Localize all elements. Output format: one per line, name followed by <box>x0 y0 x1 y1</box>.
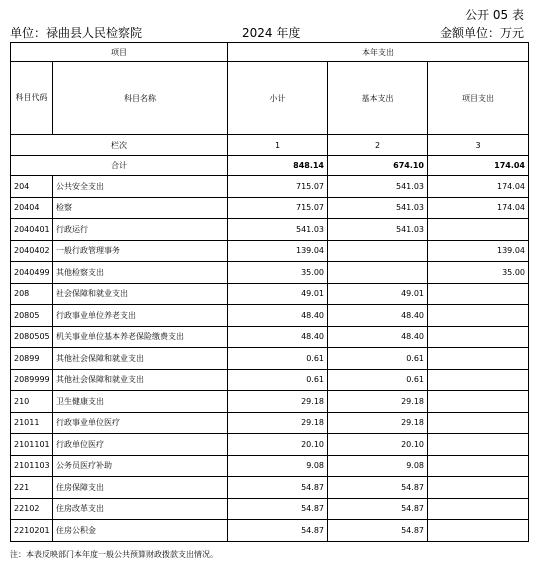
row-code: 2210201 <box>11 520 53 542</box>
row-basic: 54.87 <box>328 498 428 520</box>
row-name: 住房改革支出 <box>53 498 228 520</box>
row-project <box>428 498 529 520</box>
row-name: 检察 <box>53 197 228 219</box>
row-subtotal: 715.07 <box>228 197 328 219</box>
row-subtotal: 54.87 <box>228 477 328 499</box>
row-name: 其他社会保障和就业支出 <box>53 348 228 370</box>
row-name: 一般行政管理事务 <box>53 240 228 262</box>
index-label: 栏次 <box>11 135 228 156</box>
table-row <box>11 240 529 262</box>
table-row <box>11 391 529 413</box>
row-subtotal: 54.87 <box>228 520 328 542</box>
row-basic: 29.18 <box>328 412 428 434</box>
row-code: 22102 <box>11 498 53 520</box>
index-row <box>11 135 529 156</box>
table-row <box>11 477 529 499</box>
table-row <box>11 520 529 542</box>
col-basic-header: 基本支出 <box>328 62 428 135</box>
row-basic: 20.10 <box>328 434 428 456</box>
row-basic: 541.03 <box>328 197 428 219</box>
table-row <box>11 455 529 477</box>
row-name: 社会保障和就业支出 <box>53 283 228 305</box>
row-project <box>428 434 529 456</box>
row-project: 174.04 <box>428 197 529 219</box>
row-project: 139.04 <box>428 240 529 262</box>
row-subtotal: 48.40 <box>228 326 328 348</box>
col-subtotal-header: 小计 <box>228 62 328 135</box>
table-row <box>11 498 529 520</box>
row-basic: 0.61 <box>328 369 428 391</box>
row-project <box>428 283 529 305</box>
table-row <box>11 412 529 434</box>
unit-label: 单位：禄曲县人民检察院 <box>10 26 143 40</box>
row-code: 2040401 <box>11 219 53 241</box>
row-subtotal: 0.61 <box>228 369 328 391</box>
row-code: 208 <box>11 283 53 305</box>
row-subtotal: 715.07 <box>228 176 328 198</box>
table-row <box>11 197 529 219</box>
row-name: 住房公积金 <box>53 520 228 542</box>
row-basic: 9.08 <box>328 455 428 477</box>
row-project: 174.04 <box>428 176 529 198</box>
index-3: 3 <box>428 135 529 156</box>
row-subtotal: 139.04 <box>228 240 328 262</box>
expense-table <box>10 42 529 542</box>
row-subtotal: 9.08 <box>228 455 328 477</box>
row-code: 210 <box>11 391 53 413</box>
form-number: 公开 05 表 <box>465 8 524 22</box>
header-row-groups <box>11 43 529 62</box>
table-row <box>11 434 529 456</box>
row-subtotal: 35.00 <box>228 262 328 284</box>
row-code: 221 <box>11 477 53 499</box>
row-project <box>428 219 529 241</box>
row-subtotal: 48.40 <box>228 305 328 327</box>
total-subtotal: 848.14 <box>228 156 328 176</box>
row-code: 20899 <box>11 348 53 370</box>
row-basic: 29.18 <box>328 391 428 413</box>
row-basic: 49.01 <box>328 283 428 305</box>
total-project: 174.04 <box>428 156 529 176</box>
row-code: 2101101 <box>11 434 53 456</box>
row-name: 公务员医疗补助 <box>53 455 228 477</box>
row-project <box>428 391 529 413</box>
row-subtotal: 49.01 <box>228 283 328 305</box>
table-row <box>11 176 529 198</box>
row-project: 35.00 <box>428 262 529 284</box>
row-name: 行政运行 <box>53 219 228 241</box>
row-project <box>428 348 529 370</box>
row-name: 行政事业单位养老支出 <box>53 305 228 327</box>
row-name: 其他社会保障和就业支出 <box>53 369 228 391</box>
group-expense-header: 本年支出 <box>228 43 529 62</box>
row-code: 21011 <box>11 412 53 434</box>
col-name-header: 科目名称 <box>53 62 228 135</box>
row-project <box>428 305 529 327</box>
row-name: 行政事业单位医疗 <box>53 412 228 434</box>
row-name: 其他检察支出 <box>53 262 228 284</box>
row-project <box>428 369 529 391</box>
index-1: 1 <box>228 135 328 156</box>
row-project <box>428 455 529 477</box>
col-code-header: 科目代码 <box>11 62 53 135</box>
row-subtotal: 541.03 <box>228 219 328 241</box>
row-code: 20404 <box>11 197 53 219</box>
money-unit-label: 金额单位：万元 <box>439 26 524 40</box>
row-name: 公共安全支出 <box>53 176 228 198</box>
footnote: 注：本表反映部门本年度一般公共预算财政拨款支出情况。 <box>10 550 218 559</box>
header-row-columns <box>11 62 529 135</box>
row-basic <box>328 240 428 262</box>
total-label: 合计 <box>11 156 228 176</box>
row-basic: 541.03 <box>328 176 428 198</box>
row-code: 2089999 <box>11 369 53 391</box>
row-subtotal: 0.61 <box>228 348 328 370</box>
row-name: 住房保障支出 <box>53 477 228 499</box>
row-basic <box>328 262 428 284</box>
row-code: 204 <box>11 176 53 198</box>
row-project <box>428 520 529 542</box>
row-code: 2101103 <box>11 455 53 477</box>
row-basic: 0.61 <box>328 348 428 370</box>
row-code: 20805 <box>11 305 53 327</box>
total-basic: 674.10 <box>328 156 428 176</box>
row-basic: 48.40 <box>328 326 428 348</box>
row-name: 卫生健康支出 <box>53 391 228 413</box>
table-row <box>11 262 529 284</box>
row-basic: 48.40 <box>328 305 428 327</box>
row-code: 2040499 <box>11 262 53 284</box>
row-name: 机关事业单位基本养老保险缴费支出 <box>53 326 228 348</box>
row-code: 2040402 <box>11 240 53 262</box>
table-row <box>11 219 529 241</box>
table-row <box>11 348 529 370</box>
row-project <box>428 477 529 499</box>
total-row <box>11 156 529 176</box>
index-2: 2 <box>328 135 428 156</box>
row-basic: 54.87 <box>328 520 428 542</box>
table-row <box>11 283 529 305</box>
table-row <box>11 326 529 348</box>
row-subtotal: 29.18 <box>228 391 328 413</box>
table-row <box>11 305 529 327</box>
row-subtotal: 29.18 <box>228 412 328 434</box>
group-project-header: 项目 <box>11 43 228 62</box>
year-label: 2024 年度 <box>242 26 301 40</box>
row-subtotal: 54.87 <box>228 498 328 520</box>
row-project <box>428 412 529 434</box>
row-basic: 54.87 <box>328 477 428 499</box>
col-project-header: 项目支出 <box>428 62 529 135</box>
row-project <box>428 326 529 348</box>
row-name: 行政单位医疗 <box>53 434 228 456</box>
row-basic: 541.03 <box>328 219 428 241</box>
row-subtotal: 20.10 <box>228 434 328 456</box>
row-code: 2080505 <box>11 326 53 348</box>
table-row <box>11 369 529 391</box>
